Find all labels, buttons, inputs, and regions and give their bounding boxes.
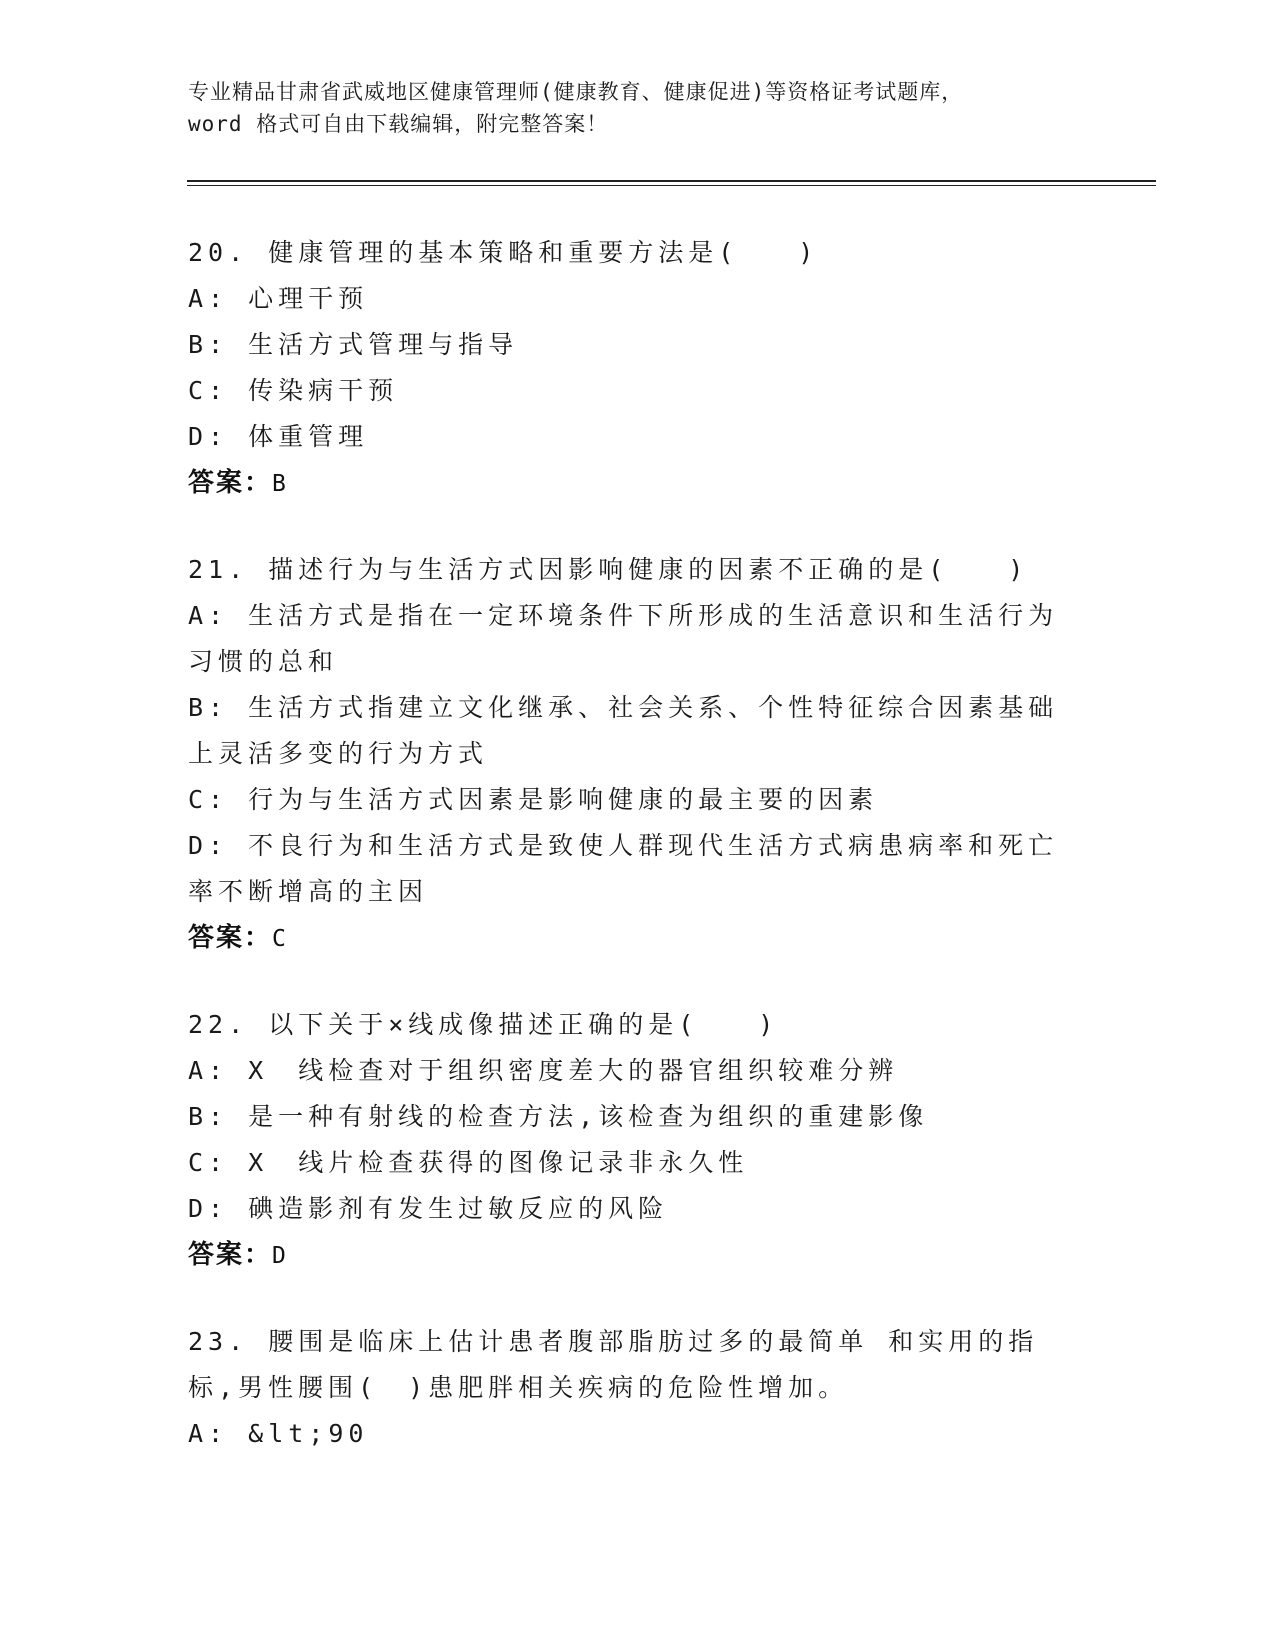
option-a: A: X 线检查对于组织密度差大的器官组织较难分辨 <box>188 1056 899 1085</box>
header-title-line-1: 专业精品甘肃省武威地区健康管理师(健康教育、健康促进)等资格证考试题库， <box>188 80 964 104</box>
answer-label: 答案： <box>188 468 273 498</box>
option-a: A: 生活方式是指在一定环境条件下所形成的生活意识和生活行为习惯的总和 <box>188 601 1059 676</box>
question-stem: 20. 健康管理的基本策略和重要方法是( ) <box>188 238 819 267</box>
question-stem: 23. 腰围是临床上估计患者腹部脂肪过多的最简单 和实用的指标,男性腰围( )患肥胖相关疾病的危险性增加。 <box>188 1327 1039 1402</box>
answer-label: 答案： <box>188 1240 273 1270</box>
question-stem: 22. 以下关于×线成像描述正确的是( ) <box>188 1010 779 1039</box>
answer-label: 答案： <box>188 923 273 953</box>
answer-line <box>188 915 1068 962</box>
option-b: B: 生活方式管理与指导 <box>188 330 519 359</box>
answer-value: D <box>272 1243 286 1269</box>
option-b: B: 是一种有射线的检查方法,该检查为组织的重建影像 <box>188 1102 929 1131</box>
answer-value: C <box>272 926 286 952</box>
question-21 <box>188 547 1068 962</box>
answer-line <box>188 1232 1068 1279</box>
header-divider-top <box>187 180 1156 182</box>
answer-line <box>188 460 1068 507</box>
header-divider-bottom <box>187 185 1156 186</box>
option-c: C: 行为与生活方式因素是影响健康的最主要的因素 <box>188 785 879 814</box>
option-c: C: 传染病干预 <box>188 376 399 405</box>
question-stem: 21. 描述行为与生活方式因影响健康的因素不正确的是( ) <box>188 555 1029 584</box>
option-a: A: 心理干预 <box>188 284 369 313</box>
header-title-line-2: word 格式可自由下载编辑，附完整答案！ <box>188 112 609 136</box>
question-22 <box>188 1002 1068 1279</box>
question-20 <box>188 230 1068 507</box>
option-d: D: 体重管理 <box>188 422 369 451</box>
document-header <box>188 76 1108 140</box>
question-23 <box>188 1319 1068 1457</box>
answer-value: B <box>272 471 286 497</box>
question-list <box>188 230 1068 1497</box>
option-c: C: X 线片检查获得的图像记录非永久性 <box>188 1148 749 1177</box>
option-d: D: 不良行为和生活方式是致使人群现代生活方式病患病率和死亡率不断增高的主因 <box>188 831 1059 906</box>
option-d: D: 碘造影剂有发生过敏反应的风险 <box>188 1194 669 1223</box>
option-b: B: 生活方式指建立文化继承、社会关系、个性特征综合因素基础上灵活多变的行为方式 <box>188 693 1059 768</box>
option-a: A: &lt;90 <box>188 1419 369 1448</box>
